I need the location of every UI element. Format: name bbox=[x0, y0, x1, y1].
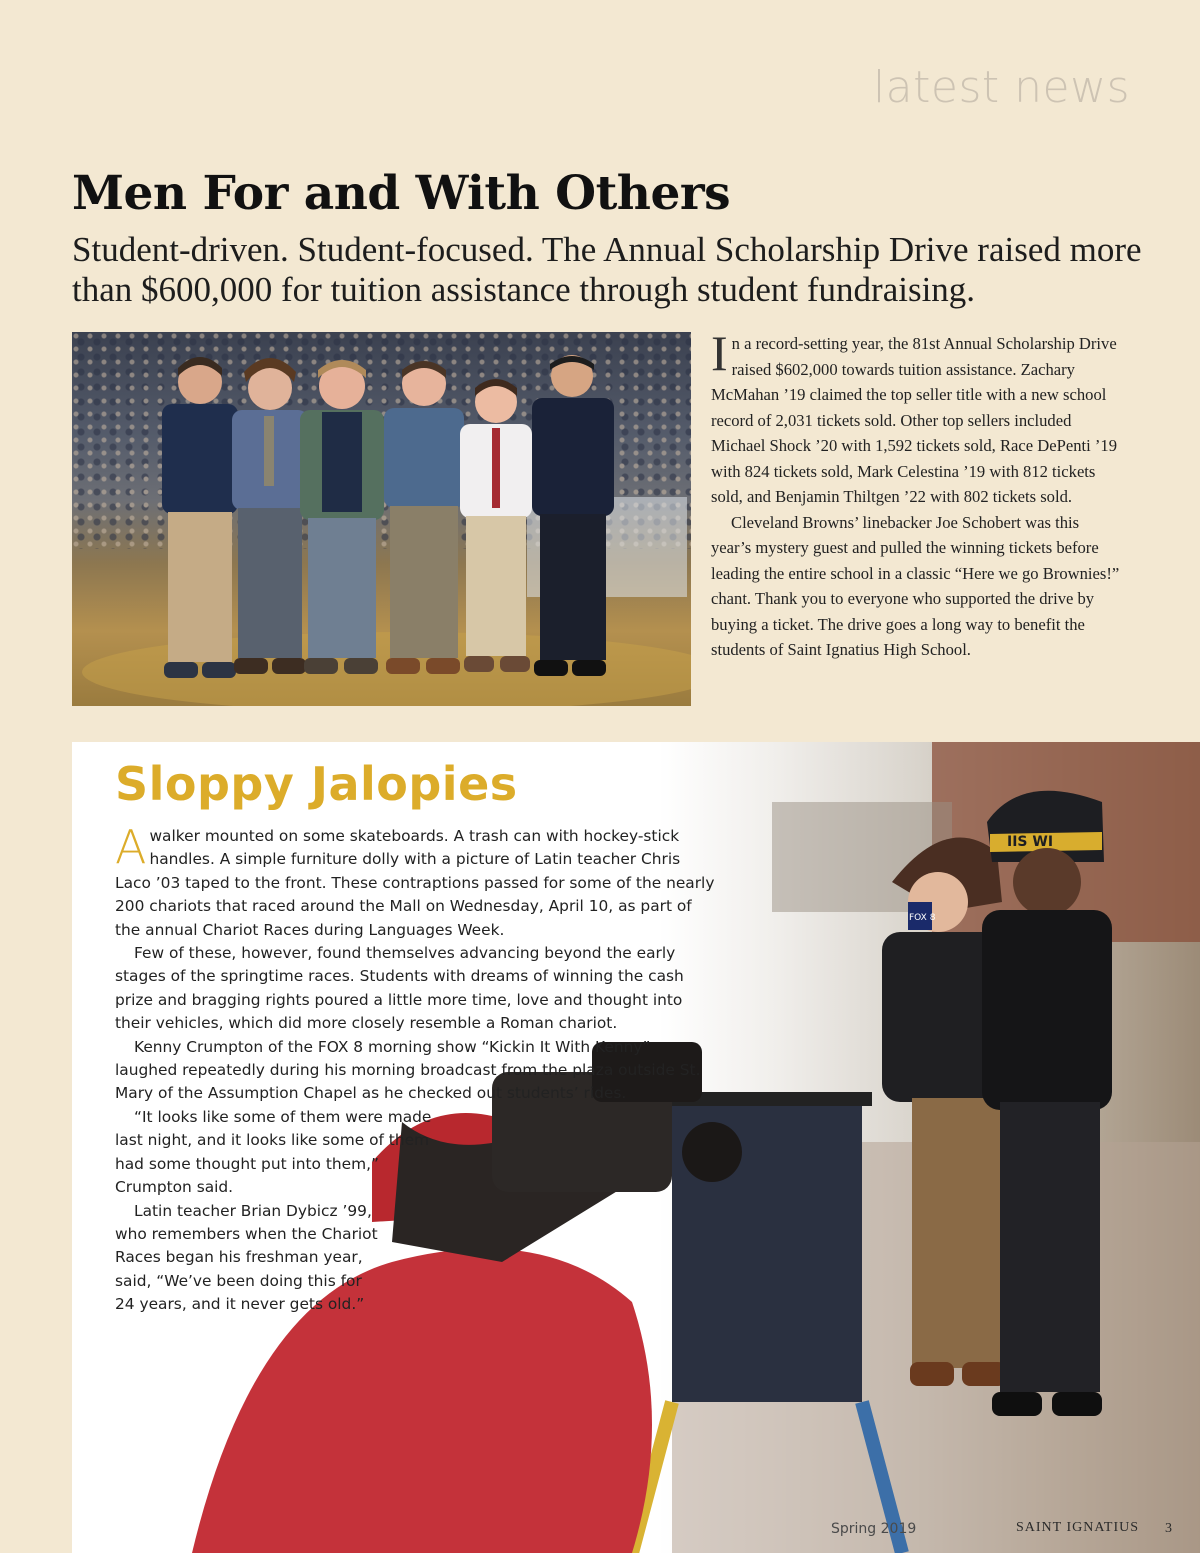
footer-season: Spring 2019 bbox=[831, 1521, 917, 1537]
article-paragraph: “It looks like some of them were made last night, and it looks like some of them had some thought put into them,” Crumpton said. bbox=[115, 1107, 432, 1197]
paragraph-text: walker mounted on some skateboards. A trash can with hockey-stick handles. A simple furniture dolly with a picture of Latin teacher Chris Laco ’03 taped to the front. These contraptions passed for some of the nearly 200 chariots that raced around the Mall on Wednesday, April 10, as part of the annual Chariot Races during Languages Week. bbox=[115, 827, 715, 939]
drop-cap: I bbox=[711, 325, 728, 381]
article-title-2: Sloppy Jalopies bbox=[115, 757, 518, 811]
article-title: Men For and With Others bbox=[72, 166, 731, 221]
person-5 bbox=[460, 379, 532, 672]
drop-cap: A bbox=[115, 820, 147, 874]
person-2 bbox=[232, 358, 308, 674]
article-deck: Student-driven. Student-focused. The Annual Scholarship Drive raised more than $600,000 for tuition assistance through student fundraising. bbox=[72, 230, 1142, 309]
article-paragraph bbox=[115, 820, 715, 942]
person-6 bbox=[532, 355, 614, 676]
article-paragraph bbox=[711, 325, 1123, 510]
article-paragraph: Kenny Crumpton of the FOX 8 morning show “Kickin It With Kenny” laughed repeatedly during his morning broadcast from the plaza outside St. Mary of the Assumption Chapel as he checked out students’ rides. bbox=[115, 1037, 701, 1103]
section-label: latest news bbox=[872, 62, 1130, 113]
paragraph-text: n a record-setting year, the 81st Annual Scholarship Drive raised $602,000 towards tuition assistance. Zachary McMahan ’19 claimed the top seller title with a new school record of 2,031 tickets sold. Other top sellers included Michael Shock ’20 with 1,592 tickets sold, Race DePenti ’19 with 824 tickets sold, Mark Celestina ’19 with 812 tickets sold, and Benjamin Thiltgen ’22 with 802 tickets sold. bbox=[711, 334, 1118, 506]
hat-text: IIS WI bbox=[1007, 834, 1054, 850]
group-photo-illustration bbox=[72, 332, 691, 706]
person-4 bbox=[384, 361, 464, 674]
article-paragraph: Cleveland Browns’ linebacker Joe Schobert was this year’s mystery guest and pulled the winning tickets before leading the entire school in a classic “Here we go Brownies!” chant. Thank you to everyone who supported the drive by buying a ticket. The drive goes a long way to benefit the students of Saint Ignatius High School. bbox=[711, 512, 1120, 659]
mic-flag-text: FOX 8 bbox=[909, 913, 936, 923]
person-1 bbox=[162, 357, 238, 678]
article-body-2 bbox=[115, 820, 715, 1317]
person-3 bbox=[300, 360, 384, 674]
footer-logo: SAINT IGNATIUS bbox=[1016, 1520, 1140, 1535]
article-body bbox=[711, 325, 1123, 663]
page-number: 3 bbox=[1165, 1521, 1172, 1536]
article-paragraph: Few of these, however, found themselves advancing beyond the early stages of the springtime races. Students with dreams of winning the cash prize and bragging rights poured a little more time, love and thought into their vehicles, which did more closely resemble a Roman chariot. bbox=[115, 944, 684, 1033]
article-paragraph: Latin teacher Brian Dybicz ’99, who remembers when the Chariot Races began his freshman year, said, “We’ve been doing this for 24 years, and it never gets old.” bbox=[115, 1201, 378, 1314]
scholarship-photo bbox=[72, 332, 691, 706]
